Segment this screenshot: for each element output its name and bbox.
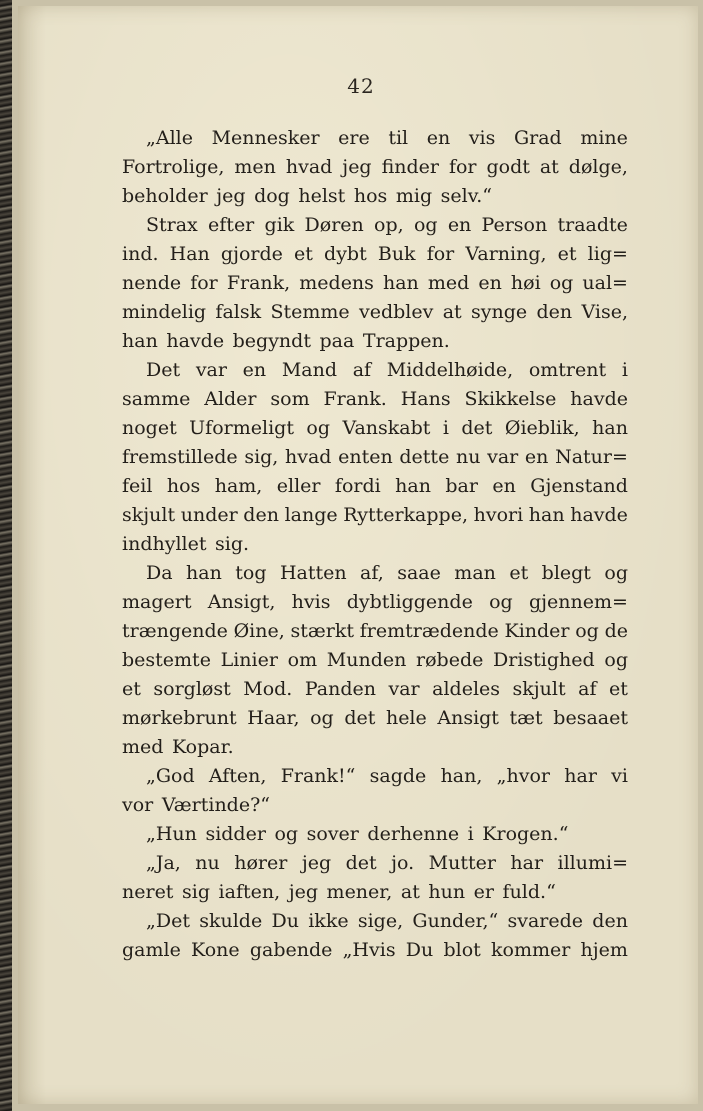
word: sig,: [244, 446, 279, 468]
word: den: [243, 504, 279, 526]
word: Buk: [377, 243, 416, 265]
word: gjennem=: [528, 591, 628, 613]
word: Frank.: [323, 388, 387, 410]
book-binding: [0, 0, 12, 1111]
word: dølge,: [568, 156, 628, 178]
word: helst: [298, 185, 346, 207]
word: at: [539, 156, 559, 178]
word: Vise,: [581, 301, 628, 323]
word: tæt: [509, 707, 543, 729]
text-line: [122, 675, 628, 704]
word: og: [604, 562, 628, 584]
text-line: [122, 588, 628, 617]
word: ind.: [122, 243, 159, 265]
word: Varning,: [465, 243, 547, 265]
word: stærkt: [290, 620, 355, 642]
word: Ansigt: [437, 707, 499, 729]
word: for: [190, 272, 218, 294]
page-number: 42: [347, 74, 375, 98]
text-line: [122, 385, 628, 414]
word: jo.: [391, 852, 415, 874]
word: hele: [385, 707, 427, 729]
word: Du: [271, 910, 299, 932]
text-line: [122, 820, 628, 849]
text-line: [122, 936, 628, 965]
word: hos: [353, 185, 388, 207]
word: i: [442, 417, 449, 439]
word: og: [604, 649, 628, 671]
word: sig.: [215, 533, 250, 555]
word: Krogen.“: [482, 823, 569, 845]
word: dybtliggende: [346, 591, 473, 613]
word: havde: [166, 330, 225, 352]
word: med: [427, 272, 470, 294]
word: han: [592, 417, 628, 439]
word: et: [294, 243, 313, 265]
word: mindelig: [122, 301, 207, 323]
word: hvad: [285, 156, 333, 178]
word: man: [454, 562, 496, 584]
text-line: [122, 240, 628, 269]
word: lig=: [587, 243, 628, 265]
word: illumi=: [557, 852, 628, 874]
word: at: [442, 301, 462, 323]
word: Frank,: [226, 272, 291, 294]
word: Kopar.: [171, 736, 234, 758]
text-line: [122, 298, 628, 327]
word: beholder: [122, 185, 208, 207]
word: Rytterkappe,: [343, 504, 468, 526]
text-line: [122, 762, 628, 791]
word: fremtrædende: [359, 620, 499, 642]
word: Panden: [304, 678, 376, 700]
word: til: [388, 127, 409, 149]
word: kommer: [491, 939, 571, 961]
word: om: [287, 649, 318, 671]
word: saae: [397, 562, 441, 584]
word: er: [473, 881, 494, 903]
word: Mutter: [428, 852, 496, 874]
word: var: [487, 446, 519, 468]
word: Linier: [220, 649, 278, 671]
word: ere: [338, 127, 370, 149]
word: Natur=: [555, 446, 628, 468]
word: Middelhøide,: [386, 359, 514, 381]
word: Du: [405, 939, 434, 961]
word: har: [510, 852, 544, 874]
word: røbede: [416, 649, 484, 671]
word: medens: [299, 272, 374, 294]
word: Munden: [326, 649, 407, 671]
word: Han: [169, 243, 210, 265]
text-line: [122, 356, 628, 385]
word: Døren: [304, 214, 364, 236]
word: et: [609, 678, 628, 700]
word: en: [524, 446, 549, 468]
word: var: [388, 678, 420, 700]
word: lange: [284, 504, 338, 526]
word: han: [122, 330, 158, 352]
text-line: [122, 124, 628, 153]
text-line: [122, 414, 628, 443]
word: og: [274, 823, 299, 845]
word: høi: [510, 272, 541, 294]
word: en: [426, 127, 451, 149]
word: skjult: [122, 504, 176, 526]
word: Værtinde?“: [161, 794, 270, 816]
word: for: [448, 156, 477, 178]
word: vor: [122, 794, 154, 816]
word: han: [528, 504, 565, 526]
word: nende: [122, 272, 182, 294]
text-line: [122, 269, 628, 298]
text-line: [122, 646, 628, 675]
word: og: [310, 707, 334, 729]
word: en: [478, 272, 502, 294]
word: falsk: [215, 301, 262, 323]
word: vis: [468, 127, 496, 149]
word: et: [122, 678, 141, 700]
word: dog: [254, 185, 290, 207]
word: og: [306, 417, 331, 439]
word: Hatten: [279, 562, 347, 584]
word: derhenne: [367, 823, 460, 845]
text-line: [122, 501, 628, 530]
word: Fortrolige,: [122, 156, 225, 178]
text-line: [122, 153, 628, 182]
word: sover: [306, 823, 359, 845]
word: sig: [182, 881, 210, 903]
word: fuld.“: [502, 881, 556, 903]
word: mørkebrunt: [122, 707, 237, 729]
word: som: [270, 388, 310, 410]
word: af: [578, 678, 597, 700]
word: Stemme: [270, 301, 350, 323]
word: nu: [195, 852, 220, 874]
word: Haar,: [247, 707, 300, 729]
word: han: [186, 562, 222, 584]
word: finder: [381, 156, 439, 178]
word: „God: [146, 765, 195, 787]
body-text: [122, 124, 628, 965]
word: Aften,: [208, 765, 267, 787]
word: magert: [122, 591, 192, 613]
word: har: [564, 765, 597, 787]
text-line: [122, 211, 628, 240]
word: og: [413, 214, 438, 236]
word: vedblev: [358, 301, 434, 323]
word: Trappen.: [362, 330, 450, 352]
word: skjult: [512, 678, 566, 700]
word: hvad: [285, 446, 332, 468]
word: det: [344, 707, 376, 729]
word: begyndt: [232, 330, 311, 352]
word: Grad: [513, 127, 562, 149]
word: Frank!“: [280, 765, 356, 787]
word: Uformeligt: [189, 417, 294, 439]
word: i: [621, 359, 628, 381]
word: „Hvis: [342, 939, 396, 961]
word: men: [234, 156, 276, 178]
word: dybt: [324, 243, 367, 265]
word: besaaet: [553, 707, 628, 729]
word: det: [461, 417, 493, 439]
text-line: [122, 791, 628, 820]
word: han: [382, 272, 419, 294]
word: han,: [440, 765, 483, 787]
word: „Ja,: [146, 852, 181, 874]
word: selv.“: [440, 185, 492, 207]
text-line: [122, 559, 628, 588]
word: gik: [264, 214, 295, 236]
word: med: [122, 736, 164, 758]
word: for: [426, 243, 455, 265]
word: i: [467, 823, 474, 845]
word: aldeles: [432, 678, 501, 700]
word: en: [242, 359, 267, 381]
word: hjem: [580, 939, 628, 961]
word: en: [447, 214, 472, 236]
word: bar: [445, 475, 478, 497]
text-line: [122, 878, 628, 907]
word: han: [395, 475, 431, 497]
word: Da: [146, 562, 173, 584]
text-line: [122, 327, 628, 356]
word: Alder: [204, 388, 257, 410]
text-line: [122, 182, 628, 211]
word: Dristighed: [493, 649, 595, 671]
word: Kone: [191, 939, 240, 961]
word: tog: [235, 562, 267, 584]
text-line: [122, 530, 628, 559]
word: feil: [122, 475, 153, 497]
word: vi: [611, 765, 628, 787]
word: den: [536, 301, 573, 323]
word: Gjenstand: [530, 475, 628, 497]
word: et: [557, 243, 577, 265]
text-line: [122, 617, 628, 646]
word: en: [492, 475, 516, 497]
word: hun: [428, 881, 466, 903]
word: samme: [122, 388, 191, 410]
word: Strax: [146, 214, 198, 236]
word: „Alle: [146, 127, 193, 149]
word: under: [180, 504, 238, 526]
word: ham,: [214, 475, 263, 497]
word: „hvor: [496, 765, 550, 787]
word: af: [352, 359, 372, 381]
word: svarede: [507, 910, 584, 932]
word: sige,: [357, 910, 404, 932]
word: den: [592, 910, 628, 932]
word: enten: [338, 446, 393, 468]
word: hvori: [473, 504, 524, 526]
word: Kinder: [504, 620, 570, 642]
word: sorgløst: [153, 678, 231, 700]
word: fordi: [334, 475, 381, 497]
word: hos: [166, 475, 201, 497]
word: mine: [580, 127, 628, 149]
word: Mand: [281, 359, 338, 381]
word: Ansigt,: [207, 591, 276, 613]
word: sagde: [369, 765, 427, 787]
word: havde: [570, 388, 628, 410]
word: det: [345, 852, 377, 874]
word: indhyllet: [122, 533, 207, 555]
word: iaften,: [218, 881, 281, 903]
word: omtrent: [528, 359, 607, 381]
word: mig: [395, 185, 433, 207]
word: hører: [234, 852, 288, 874]
word: op,: [374, 214, 404, 236]
word: paa: [319, 330, 355, 352]
word: jeg: [342, 156, 372, 178]
word: noget: [122, 417, 177, 439]
word: efter: [208, 214, 255, 236]
word: Person: [481, 214, 548, 236]
text-line: [122, 704, 628, 733]
word: og: [549, 272, 574, 294]
word: hvis: [291, 591, 331, 613]
word: var: [195, 359, 227, 381]
text-line: [122, 849, 628, 878]
word: og: [489, 591, 513, 613]
word: jeg: [216, 185, 246, 207]
text-line: [122, 907, 628, 936]
word: af,: [360, 562, 384, 584]
word: at: [400, 881, 420, 903]
word: blot: [443, 939, 481, 961]
word: „Hun: [146, 823, 197, 845]
word: „Det: [146, 910, 190, 932]
word: gamle: [122, 939, 181, 961]
word: jeg: [288, 881, 318, 903]
word: sidder: [205, 823, 266, 845]
word: bestemte: [122, 649, 211, 671]
word: blegt: [541, 562, 591, 584]
word: Gunder,“: [412, 910, 499, 932]
word: ikke: [308, 910, 349, 932]
word: og: [575, 620, 599, 642]
word: et: [509, 562, 529, 584]
word: Vanskabt: [342, 417, 431, 439]
word: jeg: [301, 852, 332, 874]
word: ual=: [582, 272, 628, 294]
word: gjorde: [220, 243, 283, 265]
word: de: [604, 620, 628, 642]
word: Det: [146, 359, 181, 381]
word: Hans: [400, 388, 451, 410]
word: eller: [276, 475, 321, 497]
word: trængende: [122, 620, 228, 642]
word: gabende: [249, 939, 333, 961]
word: Mod.: [243, 678, 293, 700]
word: synge: [471, 301, 528, 323]
word: nu: [455, 446, 481, 468]
text-line: [122, 472, 628, 501]
word: mener,: [326, 881, 393, 903]
word: Øieblik,: [504, 417, 580, 439]
word: neret: [122, 881, 174, 903]
word: fremstillede: [122, 446, 238, 468]
text-line: [122, 443, 628, 472]
word: traadte: [557, 214, 628, 236]
word: godt: [486, 156, 530, 178]
word: Øine,: [233, 620, 285, 642]
word: Mennesker: [211, 127, 320, 149]
word: Skikkelse: [464, 388, 557, 410]
word: dette: [399, 446, 450, 468]
text-line: [122, 733, 628, 762]
word: skulde: [199, 910, 263, 932]
word: havde: [570, 504, 628, 526]
